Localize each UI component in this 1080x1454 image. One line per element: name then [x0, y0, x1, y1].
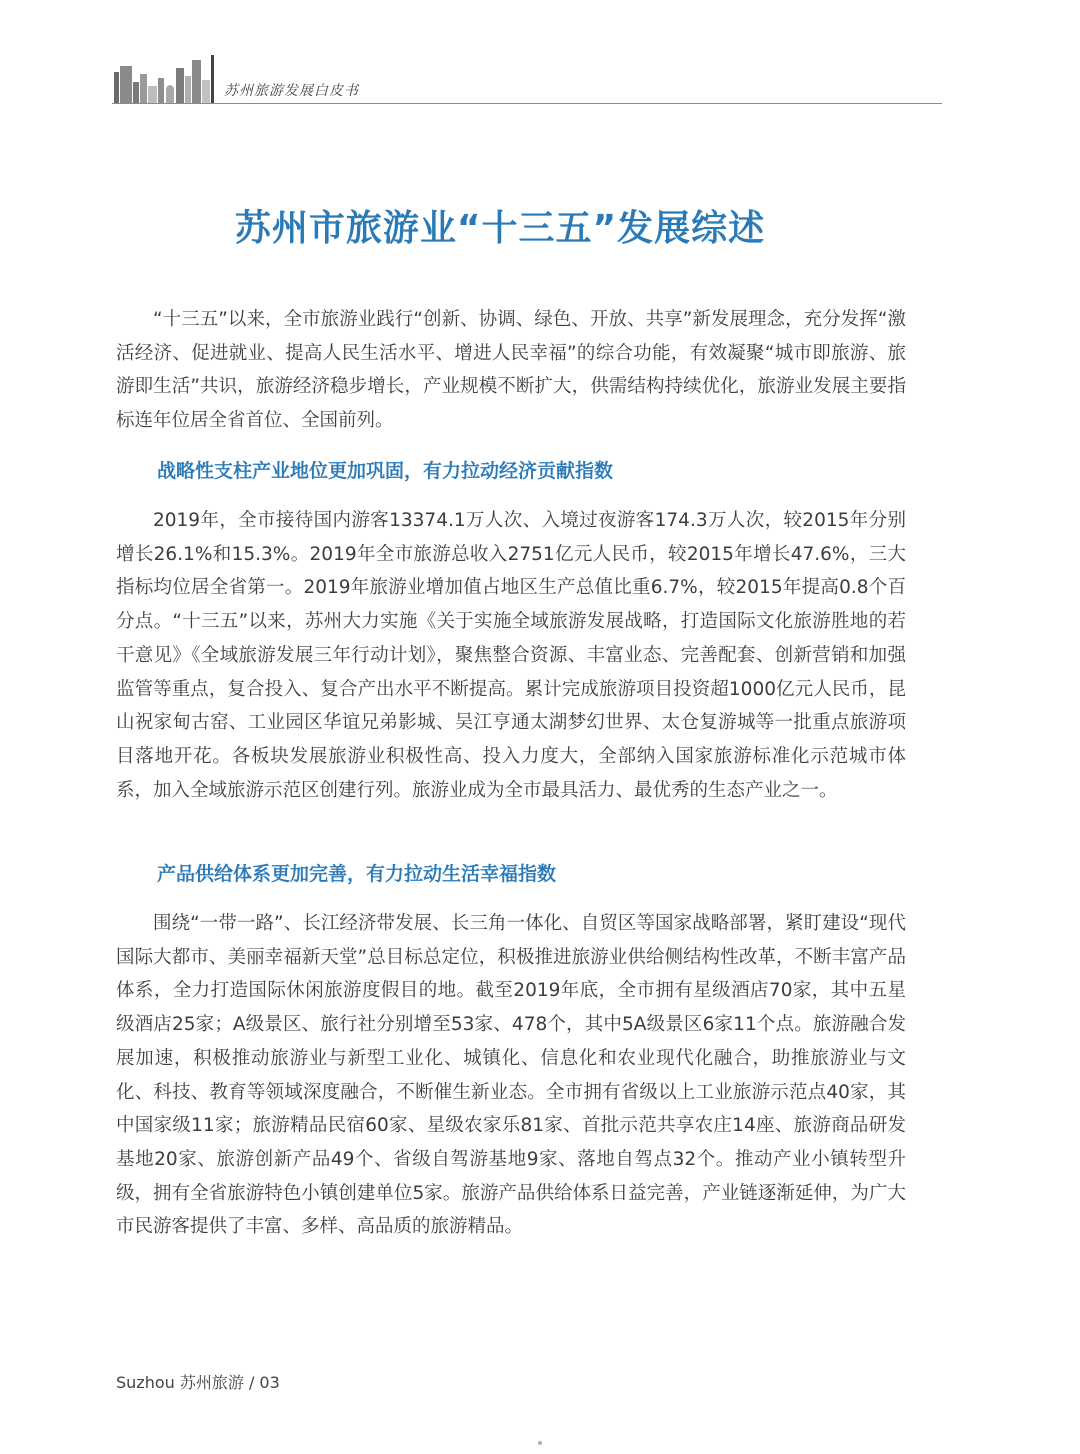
page-dot	[538, 1441, 542, 1445]
page-footer: Suzhou 苏州旅游 / 03	[116, 1373, 280, 1392]
page-header	[112, 52, 942, 104]
city-skyline-icon	[112, 52, 216, 104]
section-paragraph-2: 围绕“一带一路”、长江经济带发展、长三角一体化、自贸区等国家战略部署，紧盯建设“现代国际大都市、美丽幸福新天堂”总目标总定位，积极推进旅游业供给侧结构性改革，不断丰富产品体系，全力打造国际休闲旅游度假目的地。截至2019年底，全市拥有星级酒店70家，其中五星级酒店25家；A级景区、旅行社分别增至53家、478个，其中5A级景区6家11个点。旅游融合发展加速，积极推动旅游业与新型工业化、城镇化、信息化和农业现代化融合，助推旅游业与文化、科技、教育等领域深度融合，不断催生新业态。全市拥有省级以上工业旅游示范点40家，其中国家级11家；旅游精品民宿60家、星级农家乐81家、首批示范共享农庄14座、旅游商品研发基地20家、旅游创新产品49个、省级自驾游基地9家、落地自驾点32个。推动产业小镇转型升级，拥有全省旅游特色小镇创建单位5家。旅游产品供给体系日益完善，产业链逐渐延伸，为广大市民游客提供了丰富、多样、高品质的旅游精品。	[116, 913, 906, 1238]
book-title: 苏州旅游发展白皮书	[224, 83, 359, 99]
section-heading-1: 战略性支柱产业地位更加巩固，有力拉动经济贡献指数	[157, 460, 614, 482]
header-rule	[112, 103, 942, 104]
intro-paragraph: “十三五”以来，全市旅游业践行“创新、协调、绿色、开放、共享”新发展理念，充分发挥“激活经济、促进就业、提高人民生活水平、增进人民幸福”的综合功能，有效凝聚“城市即旅游、旅游即生活”共识，旅游经济稳步增长，产业规模不断扩大，供需结构持续优化，旅游业发展主要指标连年位居全省首位、全国前列。	[116, 309, 906, 432]
page-title: 苏州市旅游业“十三五”发展综述	[234, 208, 766, 249]
section-paragraph-1: 2019年，全市接待国内游客13374.1万人次、入境过夜游客174.3万人次，较2015年分别增长26.1%和15.3%。2019年全市旅游总收入2751亿元人民币，较2015年增长47.6%，三大指标均位居全省第一。2019年旅游业增加值占地区生产总值比重6.7%，较2015年提高0.8个百分点。“十三五”以来，苏州大力实施《关于实施全域旅游发展战略，打造国际文化旅游胜地的若干意见》《全域旅游发展三年行动计划》，聚焦整合资源、丰富业态、完善配套、创新营销和加强监管等重点，复合投入、复合产出水平不断提高。累计完成旅游项目投资超1000亿元人民币，昆山祝家甸古窑、工业园区华谊兄弟影城、吴江亨通太湖梦幻世界、太仓复游城等一批重点旅游项目落地开花。各板块发展旅游业积极性高、投入力度大，全部纳入国家旅游标准化示范城市体系，加入全域旅游示范区创建行列。旅游业成为全市最具活力、最优秀的生态产业之一。	[116, 510, 906, 801]
section-heading-2: 产品供给体系更加完善，有力拉动生活幸福指数	[157, 863, 557, 885]
